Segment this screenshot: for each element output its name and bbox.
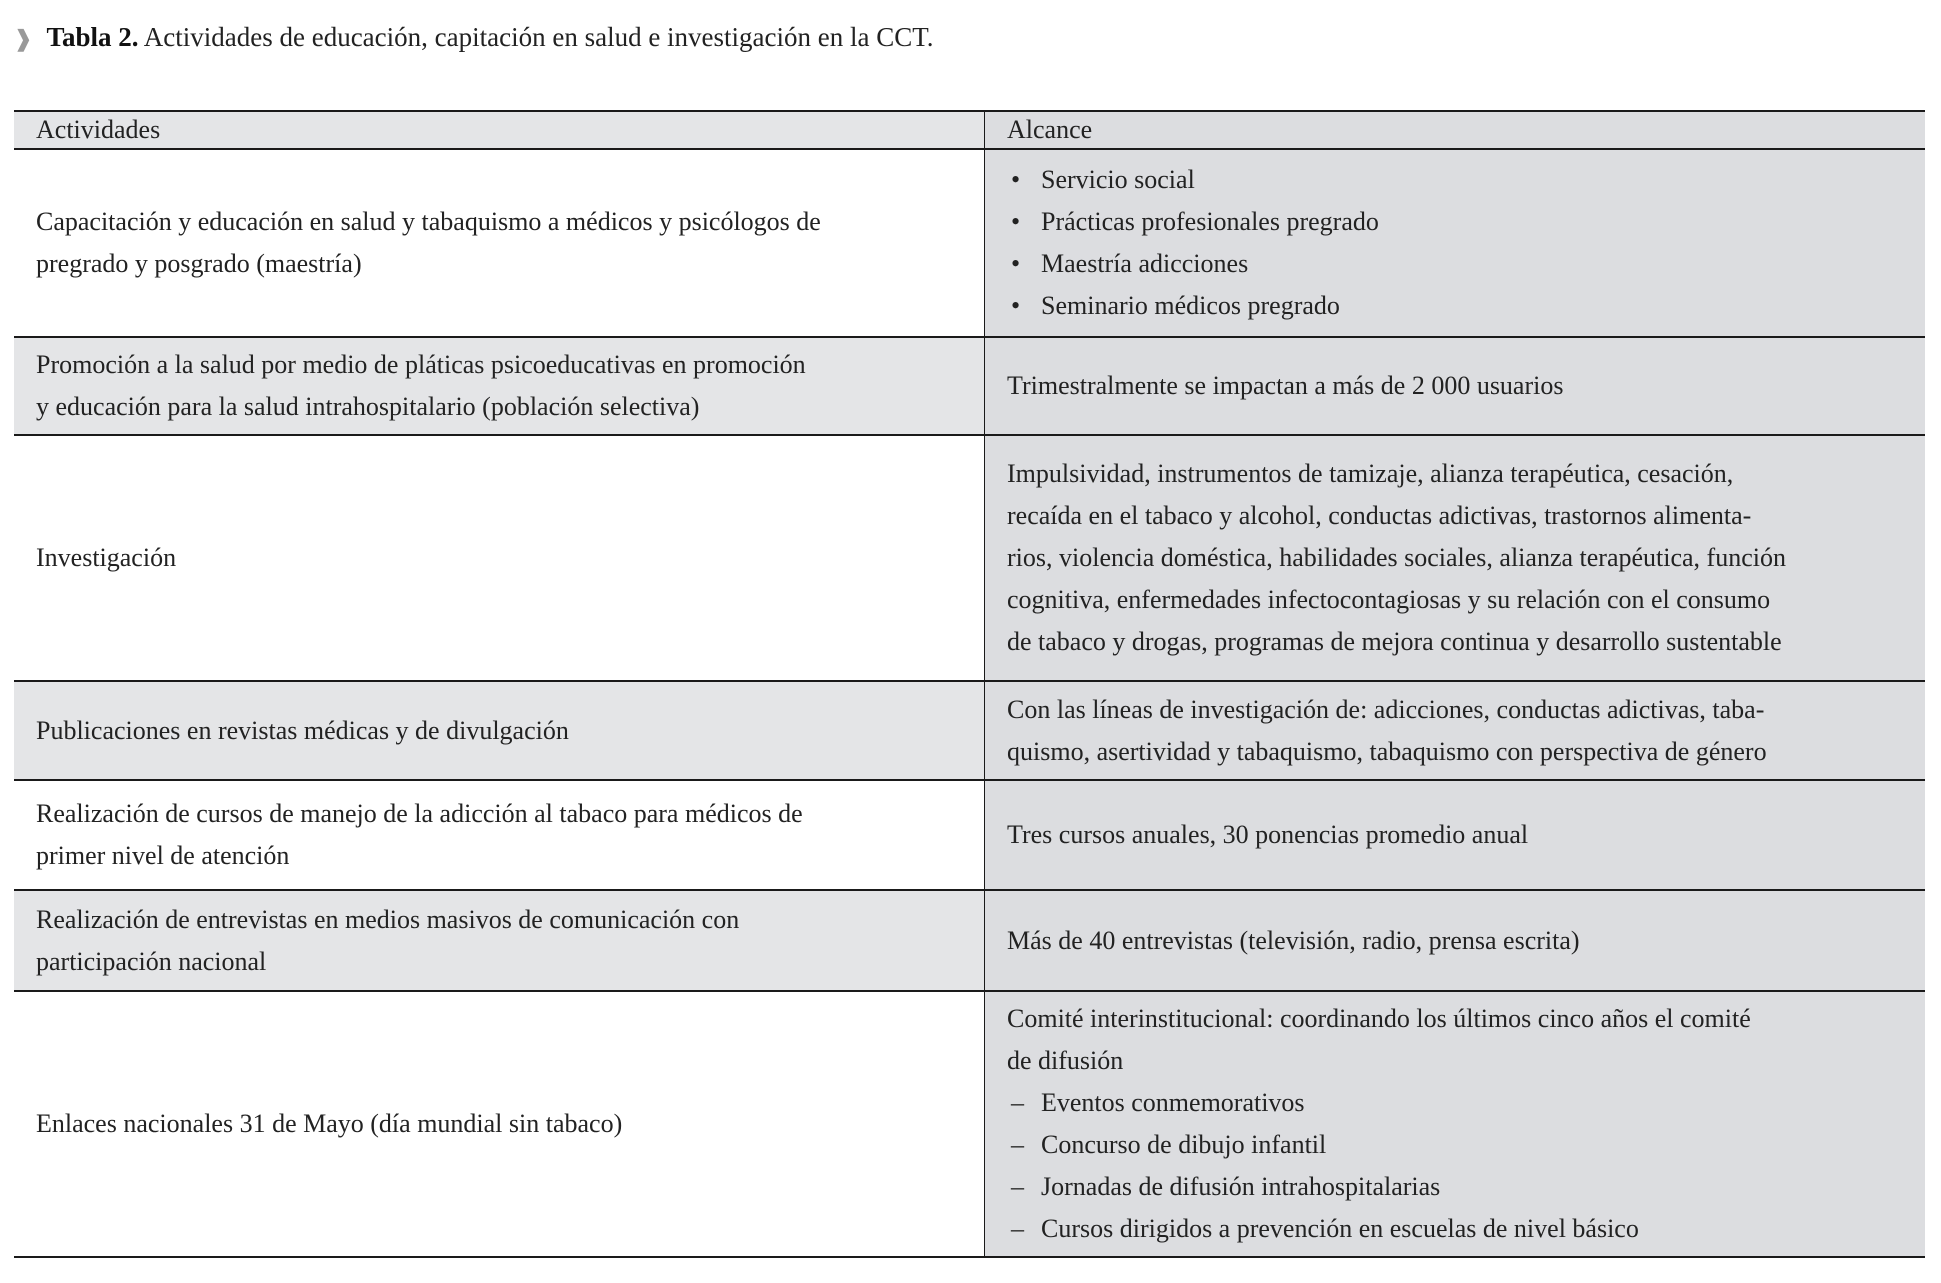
- activity-text: Enlaces nacionales 31 de Mayo (día mundial sin tabaco): [36, 1109, 623, 1138]
- scope-item-text: Eventos conmemorativos: [1041, 1088, 1305, 1117]
- column-header-actividades: Actividades: [14, 111, 985, 149]
- column-header-alcance: Alcance: [985, 111, 1926, 149]
- scope-cell: [985, 337, 1926, 435]
- dash-icon: –: [1011, 1130, 1024, 1159]
- scope-text: [1007, 1040, 1903, 1082]
- scope-text: [1007, 495, 1903, 537]
- scope-list-item: [1007, 201, 1903, 243]
- table-row: [14, 991, 1925, 1257]
- activity-cell: [14, 149, 985, 337]
- caption-marker-icon: ❱: [14, 26, 33, 51]
- activity-text: Promoción a la salud por medio de pláticas psicoeducativas en promoción: [36, 350, 806, 379]
- scope-item-text: Seminario médicos pregrado: [1041, 291, 1340, 320]
- activity-text: y educación para la salud intrahospitalario (población selectiva): [36, 392, 700, 421]
- scope-item-text: Servicio social: [1041, 165, 1195, 194]
- scope-text: [1007, 453, 1903, 495]
- scope-item-text: quismo, asertividad y tabaquismo, tabaquismo con perspectiva de género: [1007, 736, 1767, 766]
- scope-cell: [985, 149, 1926, 337]
- activity-cell: [14, 890, 985, 991]
- scope-cell: [985, 681, 1926, 780]
- scope-list-item: [1007, 1082, 1903, 1124]
- activity-text: Realización de entrevistas en medios masivos de comunicación con: [36, 904, 740, 934]
- bullet-icon: •: [1011, 249, 1021, 278]
- scope-cell: [985, 435, 1926, 681]
- scope-item-text: de difusión: [1007, 1046, 1124, 1075]
- scope-item-text: Cursos dirigidos a prevención en escuelas de nivel básico: [1041, 1214, 1639, 1243]
- activity-text: primer nivel de atención: [36, 841, 290, 870]
- scope-text: [1007, 998, 1903, 1040]
- scope-list-item: [1007, 243, 1903, 285]
- bullet-icon: •: [1011, 165, 1021, 194]
- scope-text: [1007, 814, 1903, 856]
- bullet-icon: •: [1011, 207, 1021, 236]
- scope-list-item: [1007, 1208, 1903, 1250]
- scope-text: [1007, 365, 1903, 407]
- activity-cell: [14, 337, 985, 435]
- caption-label: Tabla 2.: [46, 22, 139, 52]
- activity-text: Capacitación y educación en salud y tabaquismo a médicos y psicólogos de: [36, 207, 821, 236]
- activity-text: Publicaciones en revistas médicas y de divulgación: [36, 715, 569, 745]
- scope-item-text: Tres cursos anuales, 30 ponencias promedio anual: [1007, 820, 1529, 849]
- scope-item-text: Maestría adicciones: [1041, 249, 1249, 278]
- scope-item-text: cognitiva, enfermedades infectocontagiosas y su relación con el consumo: [1007, 585, 1771, 614]
- scope-text: [1007, 731, 1903, 773]
- table-caption: [14, 22, 934, 53]
- scope-cell: [985, 780, 1926, 890]
- table-row: [14, 681, 1925, 780]
- scope-text: [1007, 579, 1903, 621]
- activity-cell: [14, 435, 985, 681]
- dash-icon: –: [1011, 1214, 1024, 1243]
- table-row: [14, 435, 1925, 681]
- activities-table: [14, 110, 1925, 1258]
- scope-item-text: Comité interinstitucional: coordinando los últimos cinco años el comité: [1007, 1004, 1751, 1033]
- activity-cell: [14, 681, 985, 780]
- table-row: [14, 780, 1925, 890]
- activity-cell: [14, 991, 985, 1257]
- scope-text: [1007, 689, 1903, 731]
- activity-text: Investigación: [36, 543, 177, 572]
- scope-text: [1007, 621, 1903, 663]
- scope-text: [1007, 920, 1903, 962]
- table-row: [14, 890, 1925, 991]
- scope-list-item: [1007, 285, 1903, 327]
- scope-item-text: Trimestralmente se impactan a más de 2 000 usuarios: [1007, 371, 1564, 400]
- table-row: [14, 149, 1925, 337]
- dash-icon: –: [1011, 1088, 1024, 1117]
- activity-text: participación nacional: [36, 946, 267, 976]
- scope-item-text: Más de 40 entrevistas (televisión, radio, prensa escrita): [1007, 925, 1580, 955]
- table-header-row: [14, 111, 1925, 149]
- scope-list-item: [1007, 1166, 1903, 1208]
- scope-item-text: Impulsividad, instrumentos de tamizaje, alianza terapéutica, cesación,: [1007, 459, 1734, 488]
- scope-text: [1007, 537, 1903, 579]
- scope-item-text: Concurso de dibujo infantil: [1041, 1130, 1327, 1159]
- scope-item-text: rios, violencia doméstica, habilidades sociales, alianza terapéutica, función: [1007, 543, 1786, 572]
- scope-item-text: Jornadas de difusión intrahospitalarias: [1041, 1172, 1441, 1201]
- scope-item-text: Prácticas profesionales pregrado: [1041, 207, 1379, 236]
- dash-icon: –: [1011, 1172, 1024, 1201]
- activity-text: Realización de cursos de manejo de la adicción al tabaco para médicos de: [36, 799, 803, 828]
- scope-item-text: de tabaco y drogas, programas de mejora continua y desarrollo sustentable: [1007, 627, 1782, 656]
- bullet-icon: •: [1011, 291, 1021, 320]
- table-body: [14, 149, 1925, 1257]
- table-row: [14, 337, 1925, 435]
- scope-list-item: [1007, 1124, 1903, 1166]
- scope-item-text: Con las líneas de investigación de: adicciones, conductas adictivas, taba-: [1007, 694, 1765, 724]
- activity-text: pregrado y posgrado (maestría): [36, 249, 362, 278]
- scope-cell: [985, 991, 1926, 1257]
- caption-text: Actividades de educación, capitación en salud e investigación en la CCT.: [143, 22, 934, 52]
- activity-cell: [14, 780, 985, 890]
- scope-cell: [985, 890, 1926, 991]
- scope-list-item: [1007, 159, 1903, 201]
- scope-item-text: recaída en el tabaco y alcohol, conductas adictivas, trastornos alimenta-: [1007, 501, 1752, 530]
